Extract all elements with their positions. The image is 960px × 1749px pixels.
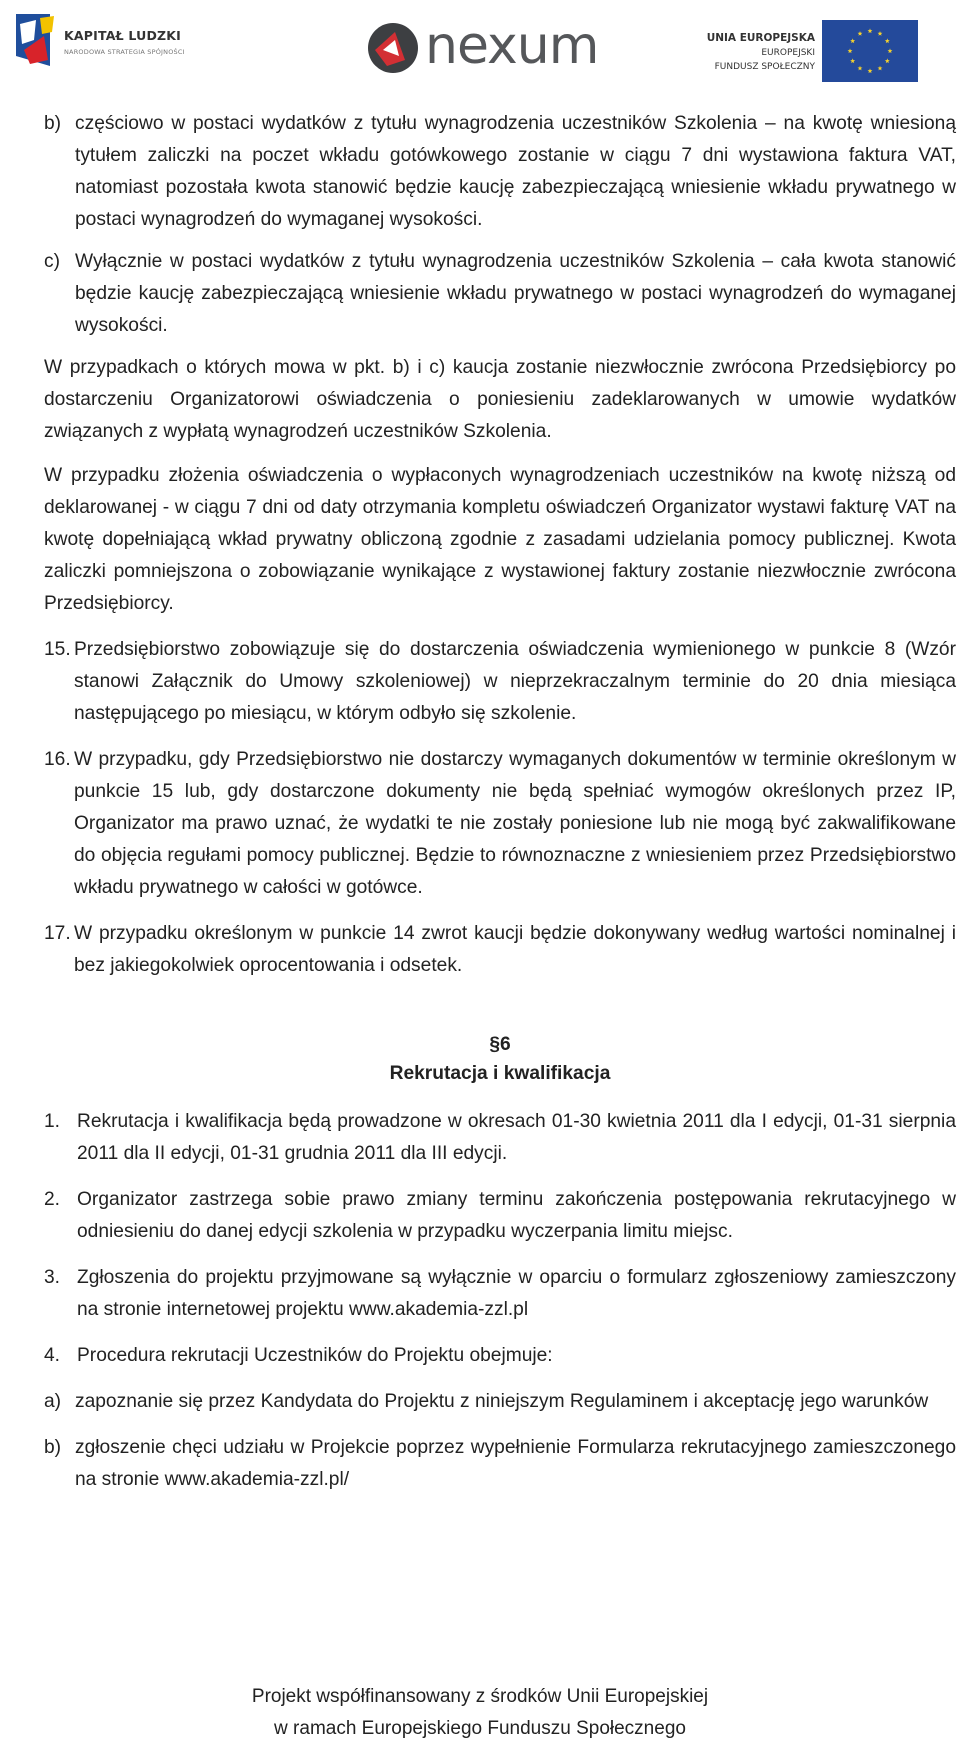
list-number: 3. [44,1267,61,1288]
kapital-ludzki-emblem-icon [10,10,60,72]
nexum-wordmark: nexum [425,16,599,76]
list-item-b [44,108,956,236]
paragraph-deposit-return: W przypadkach o których mowa w pkt. b) i c) kaucja zostanie niezwłocznie zwrócona Przedsiębiorcy po dostarczeniu Organizatorowi oświadczenia o poniesieniu zadeklarowanych w umowie wydatków związanych z wypłatą wynagrodzeń uczestników Szkolenia. [44,357,956,442]
list-text: Przedsiębiorstwo zobowiązuje się do dostarczenia oświadczenia wymienionego w punkcie 8 (Wzór stanowi Załącznik do Umowy szkoleniowej) w nieprzekraczalnym terminie do 20 dnia miesiąca następującego po miesiącu, w którym odbyło się szkolenie. [74,639,956,724]
kapital-ludzki-title: KAPITAŁ LUDZKI [64,28,182,43]
list-label: b) [44,113,62,134]
list-item-s6-4 [44,1340,956,1372]
nexum-emblem-icon [365,20,421,76]
list-text: Organizator zastrzega sobie prawo zmiany terminu zakończenia postępowania rekrutacyjnego w odniesieniu do danej edycji szkolenia w przypadku wyczerpania limitu miejsc. [77,1189,956,1242]
eu-flag-icon [822,20,918,82]
list-number: 4. [44,1345,61,1366]
list-number: 16. [44,749,71,770]
list-label: b) [44,1437,62,1458]
list-item-15 [44,634,956,730]
eu-logo-line3: FUNDUSZ SPOŁECZNY [714,62,815,72]
eu-logo-line2: EUROPEJSKI [761,48,815,58]
list-text: częściowo w postaci wydatków z tytułu wynagrodzenia uczestników Szkolenia – na kwotę wniesioną tytułem zaliczki na poczet wkładu gotówkowego zostanie w ciągu 7 dni wystawiona faktura VAT, natomiast pozostała kwota stanowić będzie kaucję zabezpieczającą wniesienie wkładu prywatnego w postaci wynagrodzeń do wymaganej wysokości. [75,113,956,230]
list-label: c) [44,251,60,272]
list-item-s6-1 [44,1106,956,1170]
list-text: W przypadku, gdy Przedsiębiorstwo nie dostarczy wymaganych dokumentów w terminie określonym w punkcie 15 lub, gdy dostarczone dokumenty nie będą spełniać wymogów określonych przez IP, Organizator ma prawo uznać, że wydatki te nie zostały poniesione lub nie mogą być zakwalifikowane do objęcia regułami pomocy publicznej. Będzie to równoznaczne z wniesieniem przez Przedsiębiorstwo wkładu prywatnego w całości w gotówce. [74,749,956,898]
nexum-logo [365,18,615,78]
section-number: §6 [489,1034,511,1055]
footer-line-1: Projekt współfinansowany z środków Unii Europejskiej [251,1686,709,1707]
list-text: W przypadku określonym w punkcie 14 zwrot kaucji będzie dokonywany według wartości nominalnej i bez jakiegokolwiek oprocentowania i odsetek. [74,923,956,976]
page-footer [0,1681,960,1745]
list-text: Zgłoszenia do projektu przyjmowane są wyłącznie w oparciu o formularz zgłoszeniowy zamieszczony na stronie internetowej projektu www.akademia-zzl.pl [77,1267,956,1320]
list-number: 1. [44,1111,61,1132]
section-title: Rekrutacja i kwalifikacja [389,1063,611,1084]
list-item-c [44,246,956,342]
list-text: zapoznanie się przez Kandydata do Projektu z niniejszym Regulaminem i akceptację jego warunków [75,1391,929,1412]
footer-line-2: w ramach Europejskiego Funduszu Społecznego [274,1718,686,1739]
document-body [44,108,956,1496]
eu-logo-line1: UNIA EUROPEJSKA [706,32,815,44]
list-text: Rekrutacja i kwalifikacja będą prowadzone w okresach 01-30 kwietnia 2011 dla I edycji, 01-31 sierpnia 2011 dla II edycji, 01-31 grudnia 2011 dla III edycji. [77,1111,956,1164]
kapital-ludzki-logo [10,8,210,78]
list-item-16 [44,744,956,904]
list-text: zgłoszenie chęci udziału w Projekcie poprzez wypełnienie Formularza rekrutacyjnego zamieszczonego na stronie www.akademia-zzl.pl/ [75,1437,956,1490]
paragraph-lower-amount: W przypadku złożenia oświadczenia o wypłaconych wynagrodzeniach uczestników na kwotę niższą od deklarowanej - w ciągu 7 dni od daty otrzymania kompletu oświadczeń Organizator wystawi fakturę VAT na kwotę dopełniającą wkład prywatny obliczoną zgodnie z zasadami udzielania pomocy publicznej. Kwota zaliczki pomniejszona o zobowiązanie wynikające z wystawionej faktury zostanie niezwłocznie zwrócona Przedsiębiorcy. [44,465,956,614]
list-number: 2. [44,1189,61,1210]
kapital-ludzki-subtitle: NARODOWA STRATEGIA SPÓJNOŚCI [64,48,185,56]
list-label: a) [44,1391,62,1412]
list-text: Wyłącznie w postaci wydatków z tytułu wynagrodzenia uczestników Szkolenia – cała kwota stanowić będzie kaucję zabezpieczającą wniesienie wkładu prywatnego w postaci wynagrodzeń do wymaganej wysokości. [75,251,956,336]
section-heading [44,1030,956,1088]
list-text: Procedura rekrutacji Uczestników do Projektu obejmuje: [77,1345,553,1366]
list-number: 17. [44,923,71,944]
page-header [0,0,960,92]
eu-logo [706,18,925,80]
list-item-s6-3 [44,1262,956,1326]
list-item-s6-b [44,1432,956,1496]
list-number: 15. [44,639,71,660]
list-item-17 [44,918,956,982]
list-item-s6-2 [44,1184,956,1248]
list-item-s6-a [44,1386,956,1418]
